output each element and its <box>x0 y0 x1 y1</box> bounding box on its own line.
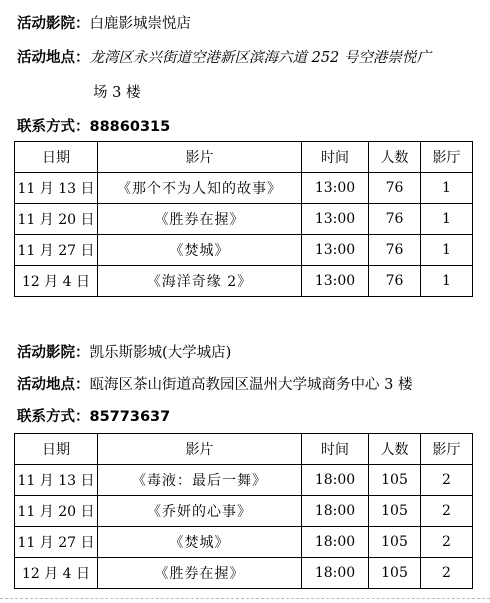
venue-label: 活动影院： <box>17 345 90 361</box>
location-line-1: 龙湾区永兴街道空港新区滨海六道 252 号空港崇悦广 <box>89 50 431 66</box>
cell-hall: 1 <box>421 235 473 266</box>
cell-film: 《那个不为人知的故事》 <box>98 173 302 204</box>
location-line-2: 场 3 楼 <box>93 85 141 101</box>
header-film: 影片 <box>98 434 302 465</box>
cell-film: 《焚城》 <box>98 235 302 266</box>
cinema-2-venue <box>17 343 231 363</box>
cell-hall: 1 <box>421 204 473 235</box>
page-edge-divider <box>0 598 490 599</box>
table-row <box>15 235 473 266</box>
location-line-1: 瓯海区茶山街道高教园区温州大学城商务中心 3 楼 <box>89 377 413 393</box>
header-count: 人数 <box>369 142 421 173</box>
table-row <box>15 173 473 204</box>
cell-count: 105 <box>369 558 421 589</box>
cell-film: 《胜券在握》 <box>98 204 302 235</box>
cell-date: 11 月 27 日 <box>15 527 98 558</box>
venue-label: 活动影院： <box>17 16 90 32</box>
cell-hall: 1 <box>421 266 473 297</box>
cinema-2-location <box>17 375 412 395</box>
table-row <box>15 558 473 589</box>
cell-hall: 2 <box>421 527 473 558</box>
cell-count: 105 <box>369 465 421 496</box>
table-row <box>15 204 473 235</box>
table-header-row <box>15 434 473 465</box>
cell-film: 《焚城》 <box>98 527 302 558</box>
cell-date: 11 月 13 日 <box>15 173 98 204</box>
cell-count: 105 <box>369 527 421 558</box>
header-time: 时间 <box>302 434 369 465</box>
cell-time: 13:00 <box>302 173 369 204</box>
header-hall: 影厅 <box>421 434 473 465</box>
table-row <box>15 527 473 558</box>
venue-name: 凯乐斯影城(大学城店) <box>89 345 232 361</box>
contact-number: 88860315 <box>89 119 171 135</box>
table-header-row <box>15 142 473 173</box>
cell-time: 18:00 <box>302 558 369 589</box>
cell-time: 13:00 <box>302 266 369 297</box>
cinema-1-venue <box>17 14 191 34</box>
location-label: 活动地点： <box>17 50 90 66</box>
cinema-2-contact <box>17 407 170 427</box>
cell-film: 《乔妍的心事》 <box>98 496 302 527</box>
cell-date: 11 月 20 日 <box>15 204 98 235</box>
header-film: 影片 <box>98 142 302 173</box>
contact-number: 85773637 <box>89 409 171 425</box>
cell-time: 18:00 <box>302 465 369 496</box>
cell-hall: 2 <box>421 496 473 527</box>
table-row <box>15 465 473 496</box>
schedule-table-1 <box>14 141 473 297</box>
cell-hall: 2 <box>421 465 473 496</box>
cell-count: 76 <box>369 266 421 297</box>
header-count: 人数 <box>369 434 421 465</box>
cell-time: 18:00 <box>302 527 369 558</box>
cell-time: 13:00 <box>302 204 369 235</box>
schedule-table-2 <box>14 433 473 589</box>
cell-film: 《海洋奇缘 2》 <box>98 266 302 297</box>
header-date: 日期 <box>15 142 98 173</box>
cell-hall: 2 <box>421 558 473 589</box>
cell-count: 76 <box>369 204 421 235</box>
cell-date: 11 月 13 日 <box>15 465 98 496</box>
cell-hall: 1 <box>421 173 473 204</box>
table-row <box>15 496 473 527</box>
cell-date: 12 月 4 日 <box>15 266 98 297</box>
venue-name: 白鹿影城崇悦店 <box>89 16 191 32</box>
cinema-1-location-cont <box>93 83 140 103</box>
header-date: 日期 <box>15 434 98 465</box>
contact-label: 联系方式： <box>17 409 90 425</box>
cinema-1-contact <box>17 117 170 137</box>
cell-time: 13:00 <box>302 235 369 266</box>
header-hall: 影厅 <box>421 142 473 173</box>
header-time: 时间 <box>302 142 369 173</box>
cell-date: 11 月 27 日 <box>15 235 98 266</box>
cell-film: 《毒液：最后一舞》 <box>98 465 302 496</box>
cell-count: 105 <box>369 496 421 527</box>
cell-count: 76 <box>369 235 421 266</box>
cell-count: 76 <box>369 173 421 204</box>
cell-date: 11 月 20 日 <box>15 496 98 527</box>
table-row <box>15 266 473 297</box>
location-label: 活动地点： <box>17 377 90 393</box>
cinema-1-location <box>17 48 431 68</box>
cell-time: 18:00 <box>302 496 369 527</box>
cell-date: 12 月 4 日 <box>15 558 98 589</box>
contact-label: 联系方式： <box>17 119 90 135</box>
cell-film: 《胜券在握》 <box>98 558 302 589</box>
